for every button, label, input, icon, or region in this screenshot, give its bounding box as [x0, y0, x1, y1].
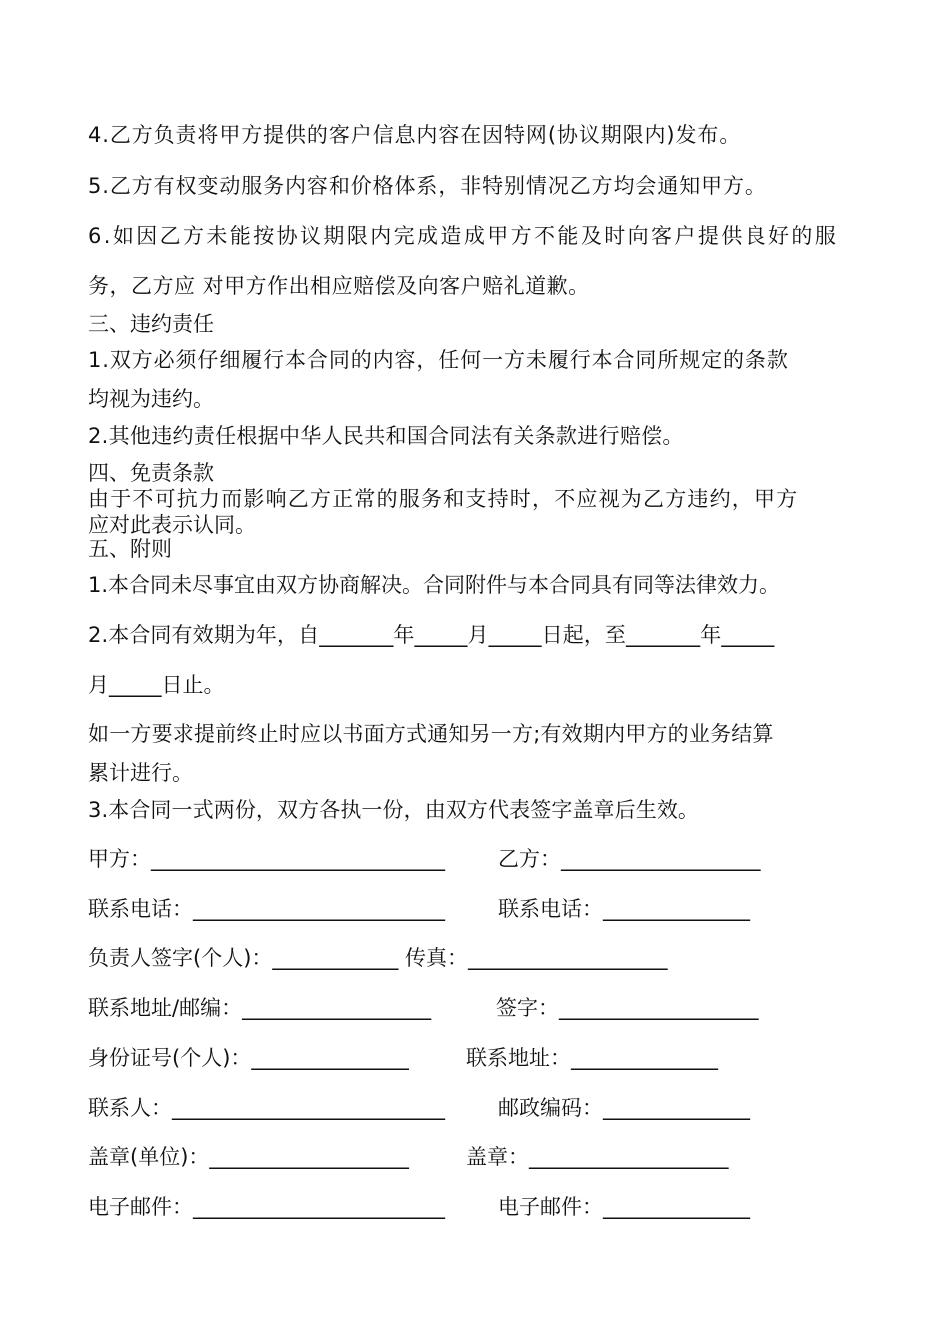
- clause-line: 5.乙方有权变动服务内容和价格体系，非特别情况乙方均会通知甲方。: [88, 174, 767, 198]
- postal-code-field: 邮政编码：______________: [498, 1096, 750, 1120]
- clause-line: 累计进行。: [88, 761, 193, 785]
- clause-line: 均视为违约。: [88, 387, 214, 411]
- clause-line: 2.本合同有效期为年，自_______年_____月_____日起，至_______年_____: [88, 623, 775, 647]
- clause-line: 1.双方必须仔细履行本合同的内容，任何一方未履行本合同所规定的条款: [88, 348, 789, 372]
- party-b-field: 乙方：___________________: [498, 847, 761, 871]
- section-heading: 三、违约责任: [88, 312, 214, 336]
- clause-line: 月_____日止。: [88, 673, 225, 697]
- section-heading: 四、免责条款: [88, 461, 214, 485]
- signatory-fax-field: 负责人签字(个人)：____________ 传真：___________________: [88, 946, 668, 970]
- clause-line: 由于不可抗力而影响乙方正常的服务和支持时，不应视为乙方违约，甲方: [88, 487, 799, 511]
- clause-line: 应对此表示认同。: [88, 513, 256, 537]
- clause-line: 1.本合同未尽事宜由双方协商解决。合同附件与本合同具有同等法律效力。: [88, 573, 781, 597]
- contact-person-field: 联系人：__________________________: [88, 1096, 445, 1120]
- address-postcode-field: 联系地址/邮编：__________________: [88, 996, 432, 1020]
- signature-field: 签字：___________________: [496, 996, 759, 1020]
- clause-line: 6.如因乙方未能按协议期限内完成造成甲方不能及时向客户提供良好的服: [88, 224, 839, 248]
- clause-line: 4.乙方负责将甲方提供的客户信息内容在因特网(协议期限内)发布。: [88, 123, 742, 147]
- address-field: 联系地址：______________: [466, 1046, 718, 1070]
- email-field-b: 电子邮件：______________: [498, 1195, 750, 1219]
- email-field-a: 电子邮件：________________________: [88, 1195, 445, 1219]
- clause-line: 务，乙方应 对甲方作出相应赔偿及向客户赔礼道歉。: [88, 274, 590, 298]
- party-a-field: 甲方：____________________________: [88, 847, 445, 871]
- seal-field: 盖章：___________________: [466, 1145, 729, 1169]
- clause-line: 2.其他违约责任根据中华人民共和国合同法有关条款进行赔偿。: [88, 424, 684, 448]
- section-heading: 五、附则: [88, 537, 172, 561]
- seal-unit-field: 盖章(单位)：___________________: [88, 1145, 409, 1169]
- clause-line: 如一方要求提前终止时应以书面方式通知另一方;有效期内甲方的业务结算: [88, 722, 774, 746]
- id-number-field: 身份证号(个人)：_______________: [88, 1046, 409, 1070]
- phone-field-a: 联系电话：________________________: [88, 897, 445, 921]
- clause-line: 3.本合同一式两份，双方各执一份，由双方代表签字盖章后生效。: [88, 798, 700, 822]
- phone-field-b: 联系电话：______________: [498, 897, 750, 921]
